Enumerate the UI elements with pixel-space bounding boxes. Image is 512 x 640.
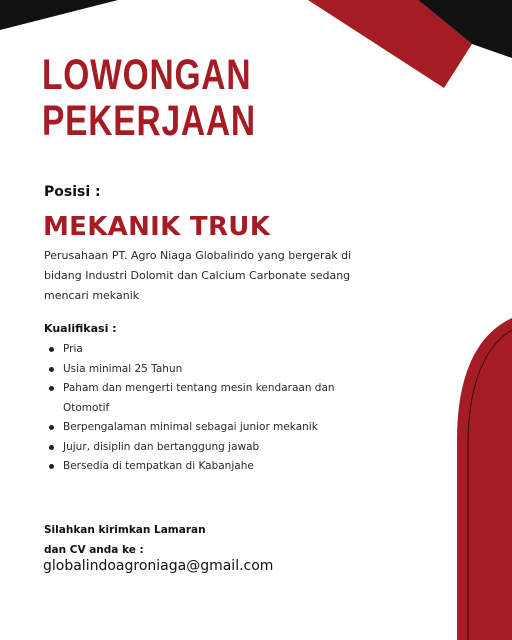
application-instructions [44,520,206,560]
title-line-1: LOWONGAN [42,51,252,99]
poster-title [42,52,256,144]
contact-email[interactable]: globalindoagroniaga@gmail.com [43,558,274,574]
top-left-black-wedge [0,0,118,30]
qualification-item: Pria [44,340,364,360]
position-title: MEKANIK TRUK [43,212,271,242]
qualification-item: Usia minimal 25 Tahun [44,360,364,380]
job-description: Perusahaan PT. Agro Niaga Globalindo yang bergerak di bidang Industri Dolomit dan Calcium Carbonate sedang mencari mekanik [44,249,352,302]
qualifications-label: Kualifikasi : [44,322,117,335]
right-red-arch [457,318,512,640]
qualification-item: Paham dan mengerti tentang mesin kendaraan dan Otomotif [44,379,364,418]
qualifications-list [44,340,364,477]
title-line-2: PEKERJAAN [42,97,256,145]
cta-line-1: Silahkan kirimkan Lamaran [44,524,206,536]
qualification-item: Jujur, disiplin dan bertanggung jawab [44,438,364,458]
cta-line-2: dan CV anda ke : [44,544,144,556]
qualification-item: Bersedia di tempatkan di Kabanjahe [44,457,364,477]
qualification-item: Berpengalaman minimal sebagai junior mekanik [44,418,364,438]
position-label: Posisi : [44,184,101,200]
